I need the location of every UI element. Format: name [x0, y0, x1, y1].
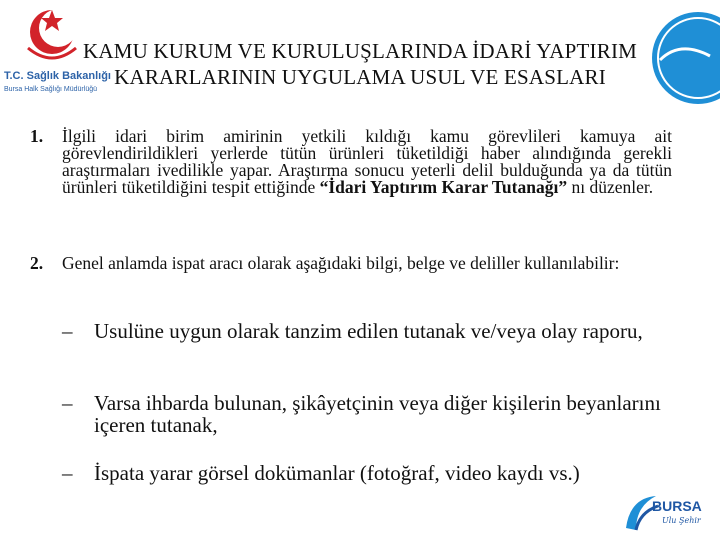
bullet-item — [62, 320, 694, 342]
title-line-1: KAMU KURUM VE KURULUŞLARINDA İDARİ YAPTIRIM — [82, 39, 638, 63]
page-title — [20, 38, 700, 90]
bullet-dash: – — [62, 391, 73, 415]
item-text — [62, 128, 672, 196]
numbered-item-2 — [30, 255, 672, 272]
bursa-subtitle: Ulu Şehir — [662, 516, 701, 525]
ministry-name: T.C. Sağlık Bakanlığı — [4, 70, 111, 82]
numbered-item-1 — [30, 128, 672, 196]
bullet-text: Usulüne uygun olarak tanzim edilen tutanak ve/veya olay raporu, — [94, 319, 643, 343]
item-text-main: İlgili idari birim amirinin yetkili kıldığı kamu görevlileri kamuya ait görevlendirildikleri yerlerde tütün ürünleri tüketildiği haber alındığında gerekli araştırmaları ivedilikle yapar. Araştırma sonucu yeterli delil bulduğunda ya da tütün ürünleri tüketildiğini tespit ettiğinde — [62, 126, 672, 197]
item-text-bold: “İdari Yaptırım Karar Tutanağı” — [319, 177, 568, 197]
bullet-dash: – — [62, 319, 73, 343]
bullet-item — [62, 392, 694, 436]
item-number: 2. — [30, 253, 44, 273]
item-text: Genel anlamda ispat aracı olarak aşağıdaki bilgi, belge ve deliller kullanılabilir: — [62, 253, 620, 273]
title-line-2: KARARLARININ UYGULAMA USUL VE ESASLARI — [114, 65, 606, 89]
bullet-dash: – — [62, 461, 73, 485]
bullet-item — [62, 462, 694, 484]
ministry-subtitle: Bursa Halk Sağlığı Müdürlüğü — [4, 86, 97, 93]
bursa-name: BURSA — [652, 498, 702, 514]
bullet-text: İspata yarar görsel dokümanlar (fotoğraf, video kaydı vs.) — [94, 461, 580, 485]
bullet-text: Varsa ihbarda bulunan, şikâyetçinin veya diğer kişilerin beyanlarını içeren tutanak, — [94, 391, 661, 437]
item-text-end: nı düzenler. — [567, 177, 654, 197]
bursa-logo — [622, 488, 714, 534]
item-number: 1. — [30, 126, 44, 146]
